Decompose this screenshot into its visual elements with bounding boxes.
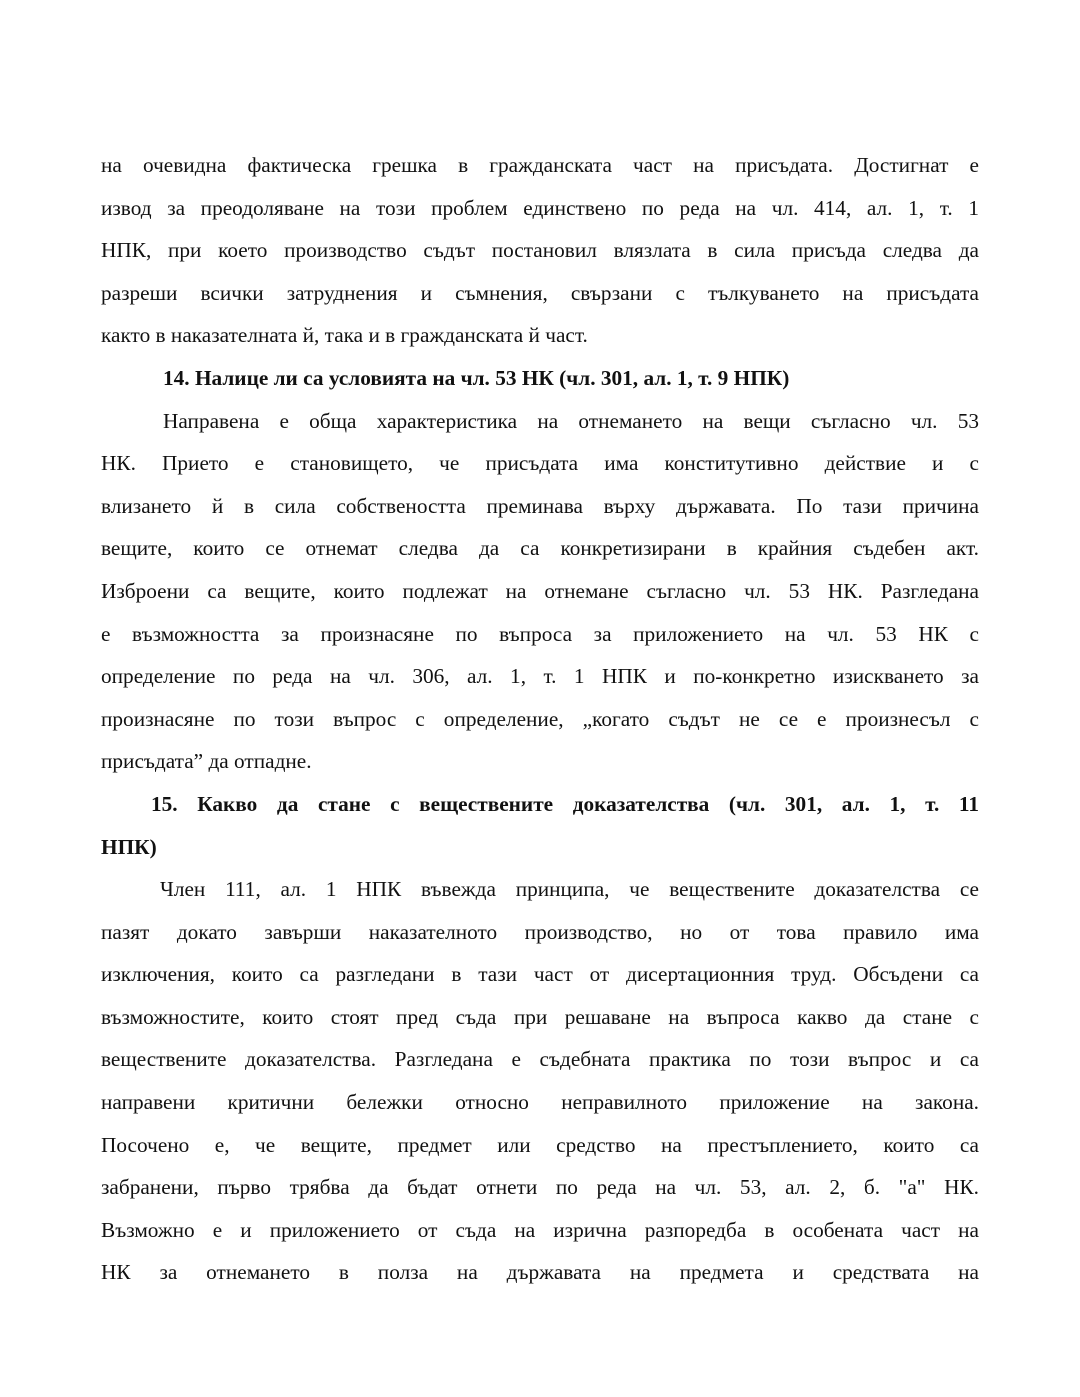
text-line: извод за преодоляване на този проблем единствено по реда на чл. 414, ал. 1, т. 1	[101, 195, 979, 220]
text-line: НК за отнемането в полза на държавата на предмета и средствата на	[101, 1260, 979, 1285]
text-line: разреши всички затруднения и съмнения, свързани с тълкуването на присъдата	[101, 280, 979, 305]
paragraph-14	[101, 400, 979, 783]
text-line: на очевидна фактическа грешка в гражданската част на присъдата. Достигнат е	[101, 153, 979, 177]
text-line: НК. Прието е становището, че присъдата има конститутивно действие и с	[101, 451, 979, 476]
text-line: направени критични бележки относно неправилното приложение на закона.	[101, 1090, 979, 1115]
text-line: е възможността за произнасяне по въпроса за приложението на чл. 53 НК с	[101, 621, 979, 646]
document-page	[101, 144, 979, 1294]
text-line: забранени, първо трябва да бъдат отнети по реда на чл. 53, ал. 2, б. "а" НК.	[101, 1175, 979, 1200]
paragraph-15	[101, 868, 979, 1294]
text-line: Посочено е, че вещите, предмет или средство на престъплението, които са	[101, 1132, 979, 1157]
paragraph-13-tail	[101, 144, 979, 357]
text-line: вещите, които се отнемат следва да са конкретизирани в крайния съдебен акт.	[101, 536, 979, 561]
section-heading-15	[101, 783, 979, 868]
text-line: Направена е обща характеристика на отнемането на вещи съгласно чл. 53	[163, 408, 979, 433]
heading-line: 15. Какво да стане с веществените доказателства (чл. 301, ал. 1, т. 11	[151, 791, 979, 816]
text-line: определение по реда на чл. 306, ал. 1, т. 1 НПК и по-конкретно изискването за	[101, 664, 979, 689]
text-line: Изброени са вещите, които подлежат на отнемане съгласно чл. 53 НК. Разгледана	[101, 578, 979, 603]
text-line: НПК, при което производство съдът постановил влязлата в сила присъда следва да	[101, 238, 979, 263]
text-line: влизането й в сила собствеността преминава върху държавата. По тази причина	[101, 493, 979, 518]
text-line: присъдата” да отпадне.	[101, 749, 312, 774]
text-line: възможностите, които стоят пред съда при решаване на въпроса какво да стане с	[101, 1004, 979, 1029]
text-line: Възможно е и приложението от съда на изрична разпоредба в особената част на	[101, 1217, 979, 1242]
text-line: както в наказателната й, така и в гражданската й част.	[101, 323, 588, 348]
heading-line: НПК)	[101, 834, 157, 859]
text-line: Член 111, ал. 1 НПК въвежда принципа, че веществените доказателства се	[160, 877, 979, 902]
section-heading-14: 14. Налице ли са условията на чл. 53 НК (чл. 301, ал. 1, т. 9 НПК)	[163, 365, 790, 390]
text-line: произнасяне по този въпрос с определение, „когато съдът не се е произнесъл с	[101, 706, 979, 731]
text-line: изключения, които са разгледани в тази част от дисертационния труд. Обсъдени са	[101, 962, 979, 987]
text-line: пазят докато завърши наказателното производство, но от това правило има	[101, 919, 979, 944]
text-line: веществените доказателства. Разгледана е съдебната практика по този въпрос и са	[101, 1047, 979, 1072]
